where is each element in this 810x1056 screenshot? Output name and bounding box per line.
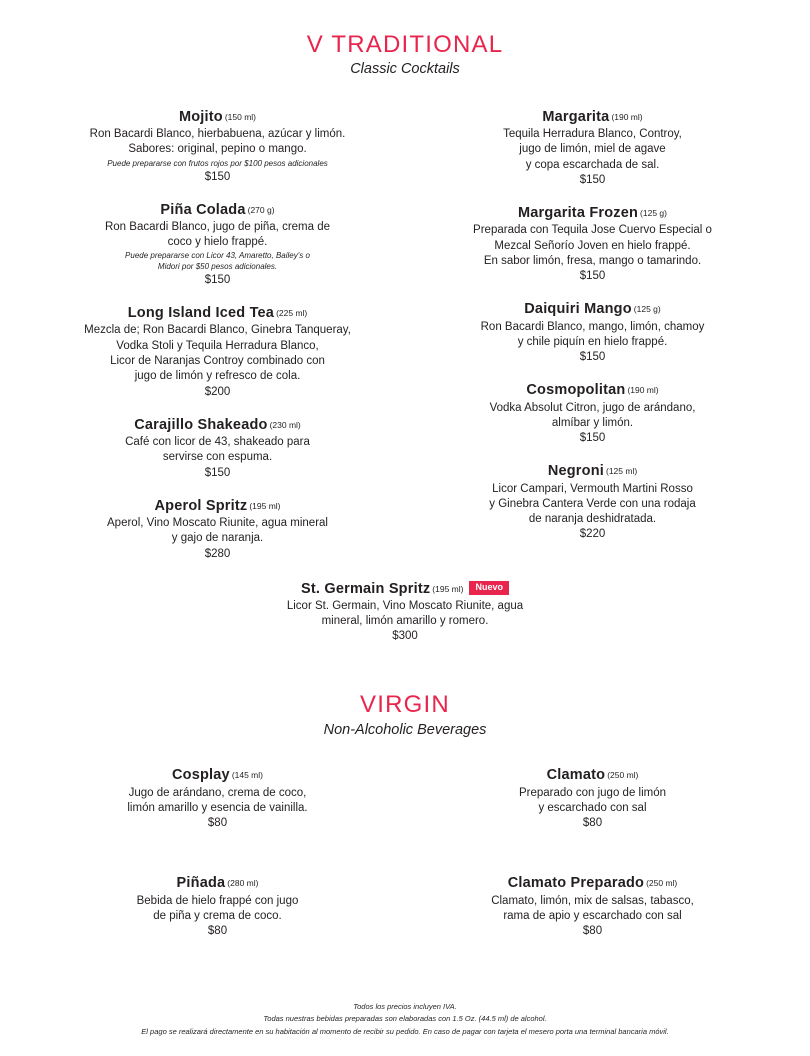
footer-line-1: Todos los precios incluyen IVA. xyxy=(353,1001,457,1011)
item-name-line xyxy=(415,107,770,126)
item-size: (230 ml) xyxy=(269,419,301,430)
item-name: Margarita Frozen xyxy=(518,205,639,222)
menu-page xyxy=(0,32,810,1056)
item-name-line xyxy=(40,107,395,126)
item-price: $150 xyxy=(579,270,606,283)
virgin-columns xyxy=(40,765,770,954)
item-description: Tequila Herradura Blanco, Controy, jugo de limón, miel de agave y copa escarchada de sal. xyxy=(503,128,682,171)
virgin-right-column xyxy=(405,765,770,954)
item-price: $150 xyxy=(204,466,231,479)
menu-item xyxy=(40,415,395,479)
item-price: $80 xyxy=(582,817,603,830)
menu-item xyxy=(415,107,770,186)
virgin-title: VIRGIN xyxy=(360,691,450,719)
menu-item xyxy=(40,303,395,398)
menu-item xyxy=(415,203,770,282)
item-price: $80 xyxy=(582,925,603,938)
item-name-line xyxy=(415,299,770,318)
item-price: $150 xyxy=(579,174,606,187)
item-name: Carajillo Shakeado xyxy=(134,416,268,433)
footer-line-3: El pago se realizará directamente en su habitación al momento de recibir su pedido. En caso de pagar con tarjeta el mesero porta una terminal bancaria móvil. xyxy=(141,1026,669,1036)
item-size: (280 ml) xyxy=(227,878,259,889)
item-size: (250 ml) xyxy=(607,770,639,781)
traditional-left-column xyxy=(40,107,405,577)
menu-item xyxy=(40,496,395,560)
item-size: (250 ml) xyxy=(646,878,678,889)
menu-item xyxy=(415,461,770,540)
item-name-line xyxy=(415,765,770,784)
item-name-line xyxy=(40,873,395,892)
item-description: Preparado con jugo de limón y escarchado con sal xyxy=(518,786,667,814)
item-price: $150 xyxy=(204,274,231,287)
item-name-line xyxy=(40,579,770,598)
item-name: Negroni xyxy=(547,463,604,480)
item-size: (145 ml) xyxy=(231,770,263,781)
traditional-section-header xyxy=(40,32,770,79)
item-name: Cosmopolitan xyxy=(526,382,626,399)
menu-item xyxy=(415,765,770,829)
item-description: Clamato, limón, mix de salsas, tabasco, rama de apio y escarchado con sal xyxy=(491,894,694,922)
item-description: Bebida de hielo frappé con jugo de piña y crema de coco. xyxy=(136,894,299,922)
item-name-line xyxy=(40,200,395,219)
virgin-subtitle: Non-Alcoholic Beverages xyxy=(323,721,487,738)
item-size: (270 g) xyxy=(247,204,275,215)
item-name-line xyxy=(40,303,395,322)
item-size: (150 ml) xyxy=(224,111,257,122)
item-name-line xyxy=(415,873,770,892)
item-description: Licor Campari, Vermouth Martini Rosso y Ginebra Cantera Verde con una rodaja de naranja deshidratada. xyxy=(489,482,696,526)
item-name: Cosplay xyxy=(172,767,230,784)
menu-item xyxy=(40,765,395,829)
item-size: (195 ml) xyxy=(432,583,464,594)
item-price: $220 xyxy=(579,528,606,541)
item-note: Puede prepararse con frutos rojos por $100 pesos adicionales xyxy=(107,158,328,168)
item-name: Clamato xyxy=(546,767,606,784)
new-badge: Nuevo xyxy=(469,581,509,595)
item-price: $80 xyxy=(207,925,228,938)
item-size: (190 ml) xyxy=(627,385,659,396)
item-name-line xyxy=(40,415,395,434)
menu-item xyxy=(415,299,770,363)
item-description: Café con licor de 43, shakeado para servirse con espuma. xyxy=(125,435,310,464)
item-price: $200 xyxy=(204,385,231,398)
item-description: Ron Bacardi Blanco, hierbabuena, azúcar y limón. Sabores: original, pepino o mango. xyxy=(89,128,346,156)
footer-line-2: Todas nuestras bebidas preparadas son elaboradas con 1.5 Oz. (44.5 ml) de alcohol. xyxy=(263,1014,547,1024)
footer-disclaimer xyxy=(0,1001,810,1038)
item-name: Mojito xyxy=(178,108,223,125)
item-size: (190 ml) xyxy=(611,111,643,122)
menu-item xyxy=(415,380,770,444)
item-name: Margarita xyxy=(542,108,610,125)
item-price: $80 xyxy=(207,817,228,830)
menu-item xyxy=(40,107,395,183)
item-price: $150 xyxy=(204,170,231,183)
item-name: St. Germain Spritz xyxy=(301,580,431,597)
item-size: (225 ml) xyxy=(276,308,308,319)
item-description: Preparada con Tequila Jose Cuervo Especial o Mezcal Señorío Joven en hielo frappé. En sabor limón, fresa, mango o tamarindo. xyxy=(473,224,712,267)
item-price: $150 xyxy=(579,432,606,445)
item-name: Piña Colada xyxy=(160,201,246,218)
virgin-left-column xyxy=(40,765,405,954)
item-price: $300 xyxy=(392,630,418,643)
item-size: (125 g) xyxy=(640,208,667,219)
item-description: Licor St. Germain, Vino Moscato Riunite, agua mineral, limón amarillo y romero. xyxy=(286,599,524,628)
item-size: (195 ml) xyxy=(249,500,281,511)
item-description: Ron Bacardi Blanco, jugo de piña, crema de coco y hielo frappé. xyxy=(104,220,331,249)
item-name: Aperol Spritz xyxy=(154,497,248,514)
traditional-title: V TRADITIONAL xyxy=(306,31,504,58)
item-name: Piñada xyxy=(176,875,226,892)
item-description: Vodka Absolut Citron, jugo de arándano, almíbar y limón. xyxy=(489,401,696,429)
item-name-line xyxy=(415,380,770,399)
item-name: Daiquiri Mango xyxy=(524,301,632,318)
virgin-section-header xyxy=(40,692,770,739)
menu-item xyxy=(415,873,770,937)
item-size: (125 g) xyxy=(633,304,661,315)
item-name: Clamato Preparado xyxy=(507,875,645,892)
item-price: $150 xyxy=(579,351,606,364)
menu-item xyxy=(40,200,395,287)
item-name-line xyxy=(415,461,770,480)
item-description: Ron Bacardi Blanco, mango, limón, chamoy y chile piquín en hielo frappé. xyxy=(480,320,705,348)
item-price: $280 xyxy=(204,547,231,560)
item-name: Long Island Iced Tea xyxy=(127,305,275,322)
featured-menu-item xyxy=(40,579,770,643)
item-name-line xyxy=(40,765,395,784)
menu-item xyxy=(40,873,395,937)
traditional-columns xyxy=(40,107,770,577)
item-description: Aperol, Vino Moscato Riunite, agua mineral y gajo de naranja. xyxy=(107,516,328,545)
traditional-right-column xyxy=(405,107,770,577)
item-size: (125 ml) xyxy=(606,466,638,477)
item-note: Puede prepararse con Licor 43, Amaretto, Bailey's o Midori por $50 pesos adicionales. xyxy=(125,251,310,272)
item-description: Jugo de arándano, crema de coco, limón amarillo y esencia de vainilla. xyxy=(127,786,308,814)
traditional-subtitle: Classic Cocktails xyxy=(350,61,460,78)
item-name-line xyxy=(40,496,395,515)
item-name-line xyxy=(415,203,770,222)
item-description: Mezcla de; Ron Bacardi Blanco, Ginebra Tanqueray, Vodka Stoli y Tequila Herradura Blanco, Licor de Naranjas Controy combinado con jugo de limón y refresco de cola. xyxy=(84,324,351,383)
